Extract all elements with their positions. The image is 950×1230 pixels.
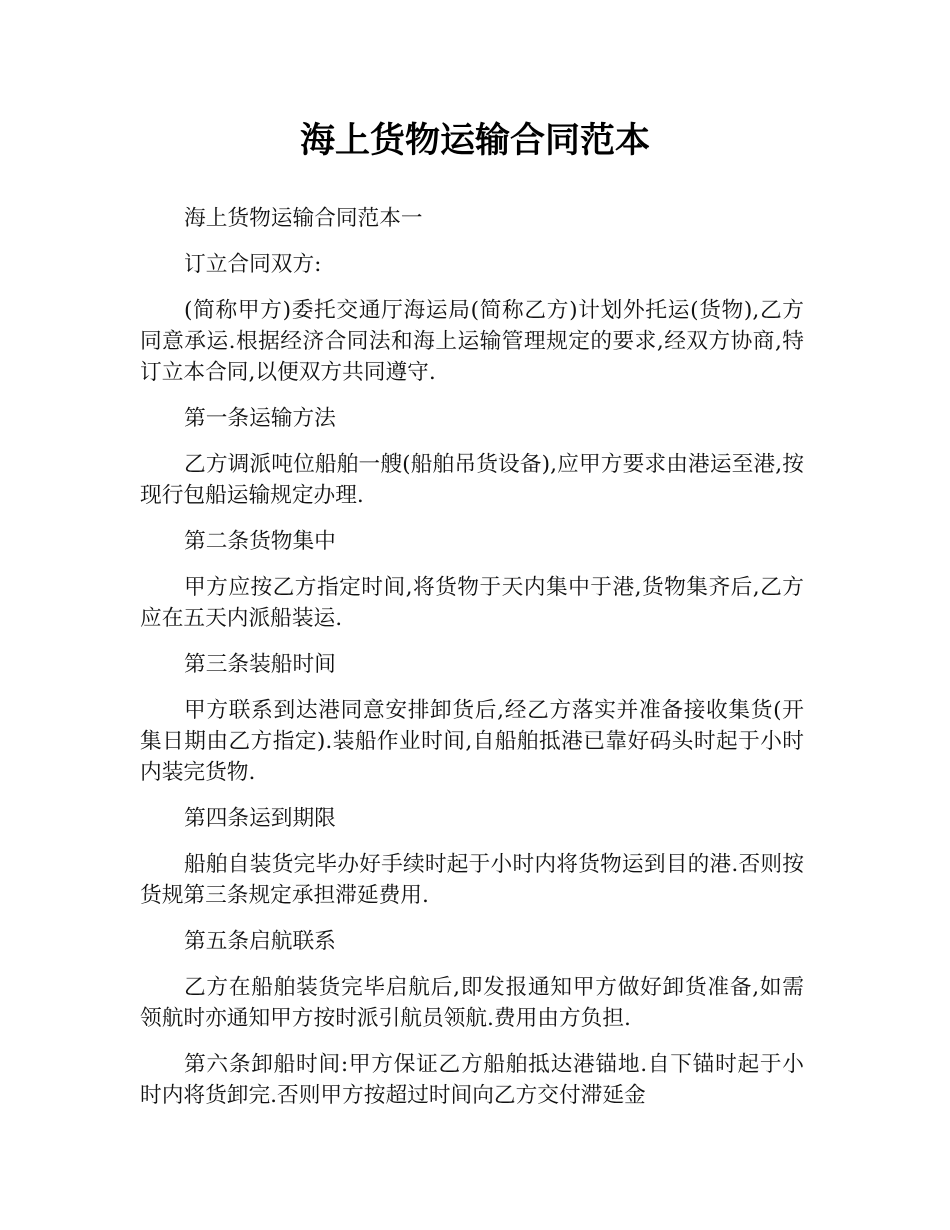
article-heading-1: 第一条运输方法 xyxy=(184,406,336,431)
article-6: 第六条卸船时间:甲方保证乙方船舶抵达港锚地.自下锚时起于小时内将货卸完.否则甲方按超过时间向乙方交付滞延金 xyxy=(140,1052,804,1108)
article-body-2: 甲方应按乙方指定时间,将货物于天内集中于港,货物集齐后,乙方应在五天内派船装运. xyxy=(140,575,804,631)
paragraph-subtitle: 海上货物运输合同范本一 xyxy=(184,206,423,231)
article-heading-2: 第二条货物集中 xyxy=(184,529,336,554)
article-body-5: 乙方在船舶装货完毕启航后,即发报通知甲方做好卸货准备,如需领航时亦通知甲方按时派引航员领航.费用由方负担. xyxy=(140,975,804,1031)
article-body-1: 乙方调派吨位船舶一艘(船舶吊货设备),应甲方要求由港运至港,按现行包船运输规定办理. xyxy=(140,452,804,508)
article-body-3: 甲方联系到达港同意安排卸货后,经乙方落实并准备接收集货(开集日期由乙方指定).装船作业时间,自船舶抵港已靠好码头时起于小时内装完货物. xyxy=(140,698,804,785)
document-body xyxy=(140,203,804,1126)
paragraph-parties: 订立合同双方: xyxy=(184,252,322,277)
article-heading-5: 第五条启航联系 xyxy=(184,929,336,954)
article-body-4: 船舶自装货完毕办好手续时起于小时内将货物运到目的港.否则按货规第三条规定承担滞延费用. xyxy=(140,852,804,908)
article-heading-3: 第三条装船时间 xyxy=(184,652,336,677)
article-heading-4: 第四条运到期限 xyxy=(184,806,336,831)
paragraph-preamble: (简称甲方)委托交通厅海运局(简称乙方)计划外托运(货物),乙方同意承运.根据经济合同法和海上运输管理规定的要求,经双方协商,特订立本合同,以便双方共同遵守. xyxy=(140,298,804,385)
document-title: 海上货物运输合同范本 xyxy=(299,121,650,161)
